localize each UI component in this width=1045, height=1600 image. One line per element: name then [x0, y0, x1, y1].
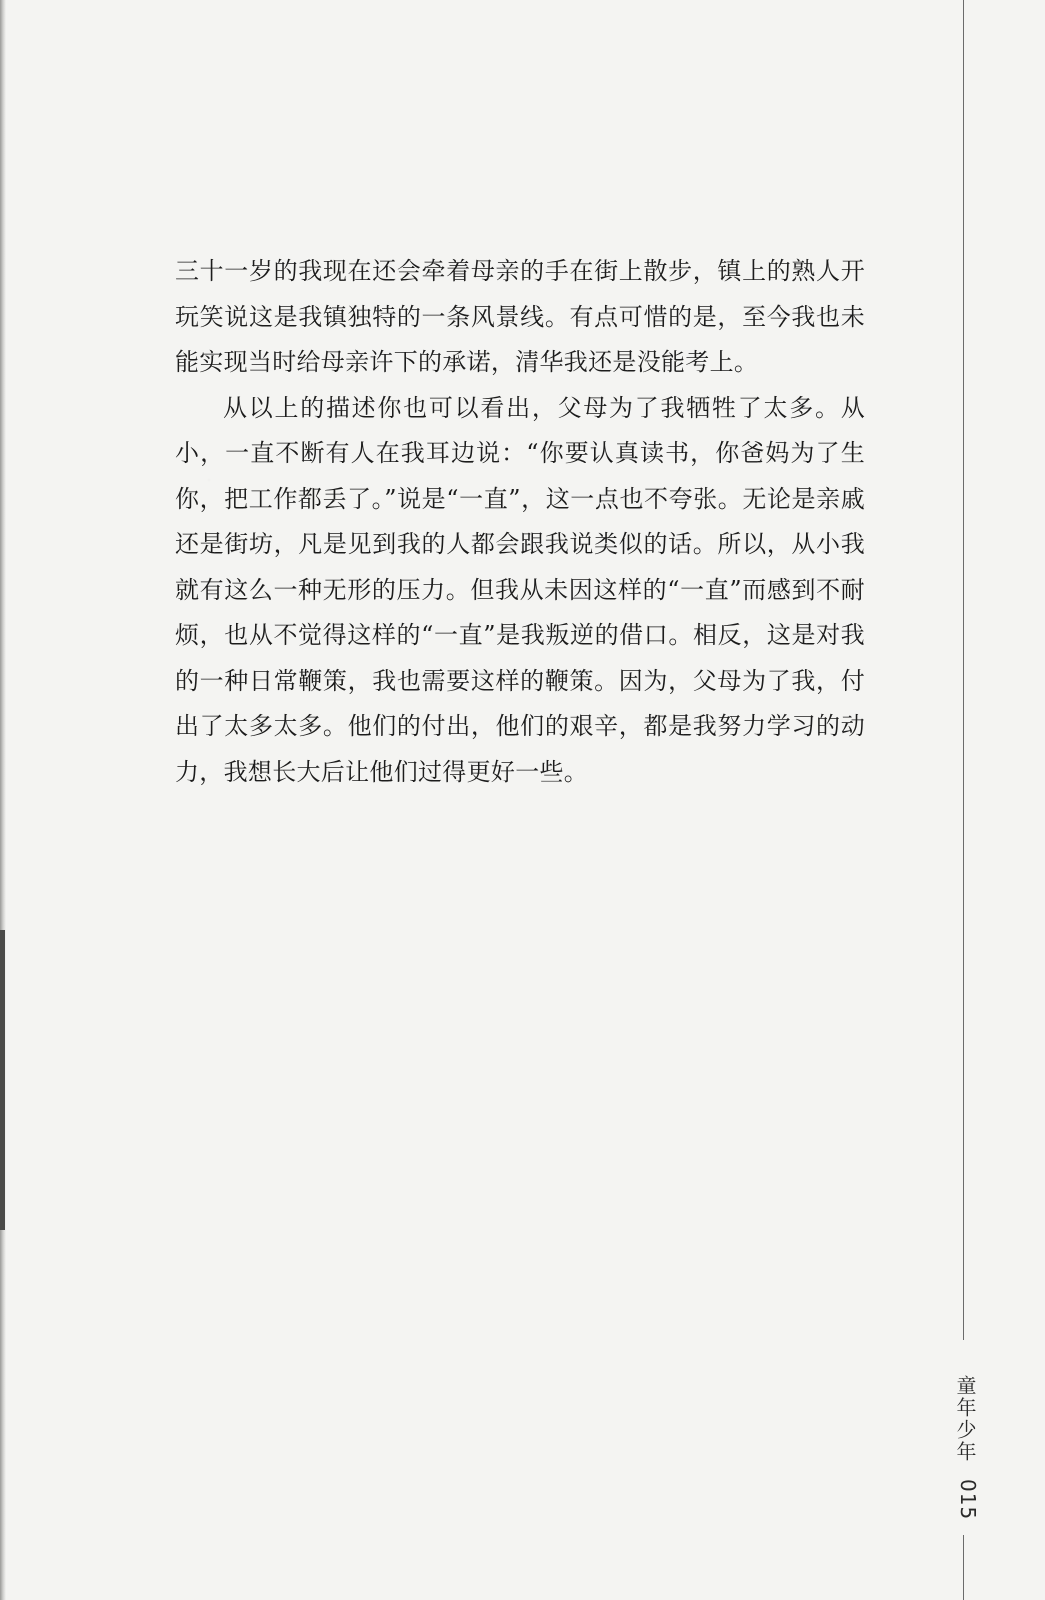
running-head-title: 童年少年: [953, 1375, 977, 1463]
binding-edge: [0, 0, 6, 1600]
margin-rule: [963, 0, 964, 1340]
paragraph-2: 从以上的描述你也可以看出，父母为了我牺牲了太多。从小，一直不断有人在我耳边说：“你要认真读书，你爸妈为了生你，把工作都丢了。”说是“一直”，这一点也不夸张。无论是亲戚还是街坊，凡是见到我的人都会跟我说类似的话。所以，从小我就有这么一种无形的压力。但我从未因这样的“一直”而感到不耐烦，也从不觉得这样的“一直”是我叛逆的借口。相反，这是对我的一种日常鞭策，我也需要这样的鞭策。因为，父母为了我，付出了太多太多。他们的付出，他们的艰辛，都是我努力学习的动力，我想长大后让他们过得更好一些。: [175, 393, 865, 786]
body-text: [175, 249, 865, 795]
running-head: [950, 1375, 980, 1520]
margin-rule-lower: [963, 1535, 964, 1600]
page-number: 015: [956, 1479, 980, 1521]
binding-shadow: [0, 930, 5, 1230]
paragraph-1: 三十一岁的我现在还会牵着母亲的手在街上散步，镇上的熟人开玩笑说这是我镇独特的一条风景线。有点可惜的是，至今我也未能实现当时给母亲许下的承诺，清华我还是没能考上。: [175, 257, 865, 376]
